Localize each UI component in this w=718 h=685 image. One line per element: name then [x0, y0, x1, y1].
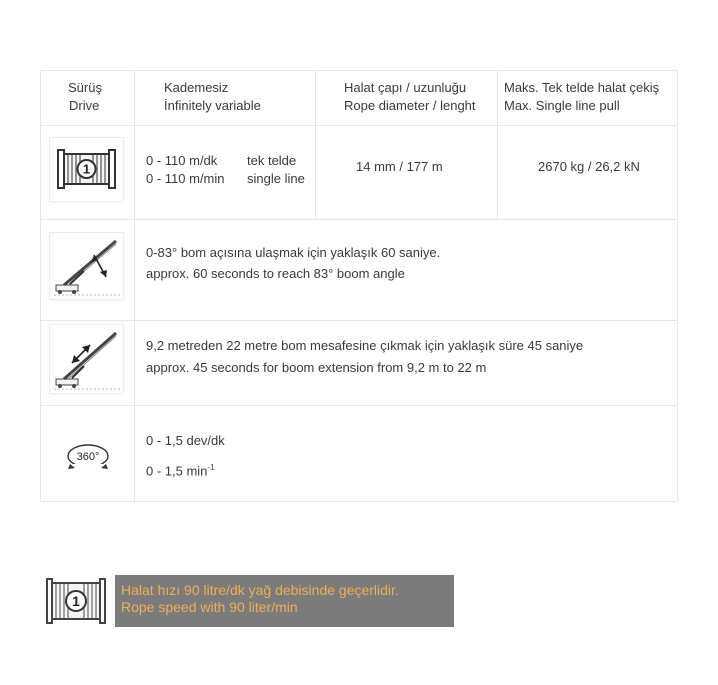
col-divider: [134, 70, 135, 502]
header-variable-en: İnfinitely variable: [164, 98, 261, 113]
luffing-text-tr: 0-83° bom açısına ulaşmak için yaklaşık 60 saniye.: [146, 245, 441, 260]
boom-extension-icon: [50, 325, 123, 393]
specs-table: [40, 70, 678, 502]
row-divider: [40, 125, 678, 126]
winch-pull: 2670 kg / 26,2 kN: [538, 159, 640, 174]
note-icon-label: 1: [72, 593, 80, 609]
header-drive-en: Drive: [69, 98, 100, 113]
winch-speed-tr: 0 - 110 m/dk: [146, 153, 218, 168]
note-text-tr: Halat hızı 90 litre/dk yağ debisinde geçerlidir.: [121, 582, 399, 598]
header-rope-en: Rope diameter / lenght: [344, 98, 476, 113]
winch-rope: 14 mm / 177 m: [356, 159, 443, 174]
row-divider: [40, 219, 678, 220]
col-divider: [677, 70, 678, 502]
slewing-unit: 0 - 1,5 min: [146, 463, 208, 479]
note-winch-icon: [45, 575, 107, 627]
luffing-text-en: approx. 60 seconds to reach 83° boom angle: [146, 266, 405, 281]
extension-text-en: approx. 45 seconds for boom extension from 9,2 m to 22 m: [146, 360, 487, 375]
note-text-en: Rope speed with 90 liter/min: [121, 599, 298, 615]
slewing-text-tr: 0 - 1,5 dev/dk: [146, 433, 225, 448]
col-divider: [40, 70, 41, 502]
header-rope-tr: Halat çapı / uzunluğu: [344, 80, 467, 95]
row-divider: [40, 501, 678, 502]
col-divider: [315, 70, 316, 219]
winch-icon: [50, 138, 123, 201]
row-divider: [40, 405, 678, 406]
extension-text-tr: 9,2 metreden 22 metre bom mesafesine çıkmak için yaklaşık süre 45 saniye: [146, 338, 584, 353]
boom-luffing-icon: [50, 233, 123, 299]
header-variable-tr: Kademesiz: [164, 80, 229, 95]
slewing-360-icon: [64, 440, 112, 474]
winch-icon-label: 1: [82, 161, 91, 177]
slewing-icon-label: 360°: [76, 451, 100, 463]
slewing-text-en: [146, 459, 215, 480]
header-pull-tr: Maks. Tek telde halat çekiş: [504, 80, 660, 95]
header-pull-en: Max. Single line pull: [504, 98, 620, 113]
winch-speed-en: 0 - 110 m/min: [146, 171, 225, 186]
winch-line-en: single line: [247, 171, 305, 186]
winch-line-tr: tek telde: [247, 153, 297, 168]
row-divider: [40, 320, 678, 321]
row-divider: [40, 70, 678, 71]
slewing-unit-exponent: -1: [207, 463, 215, 472]
note-bar: [115, 575, 454, 627]
header-drive-tr: Sürüş: [68, 80, 102, 95]
col-divider: [497, 70, 498, 219]
